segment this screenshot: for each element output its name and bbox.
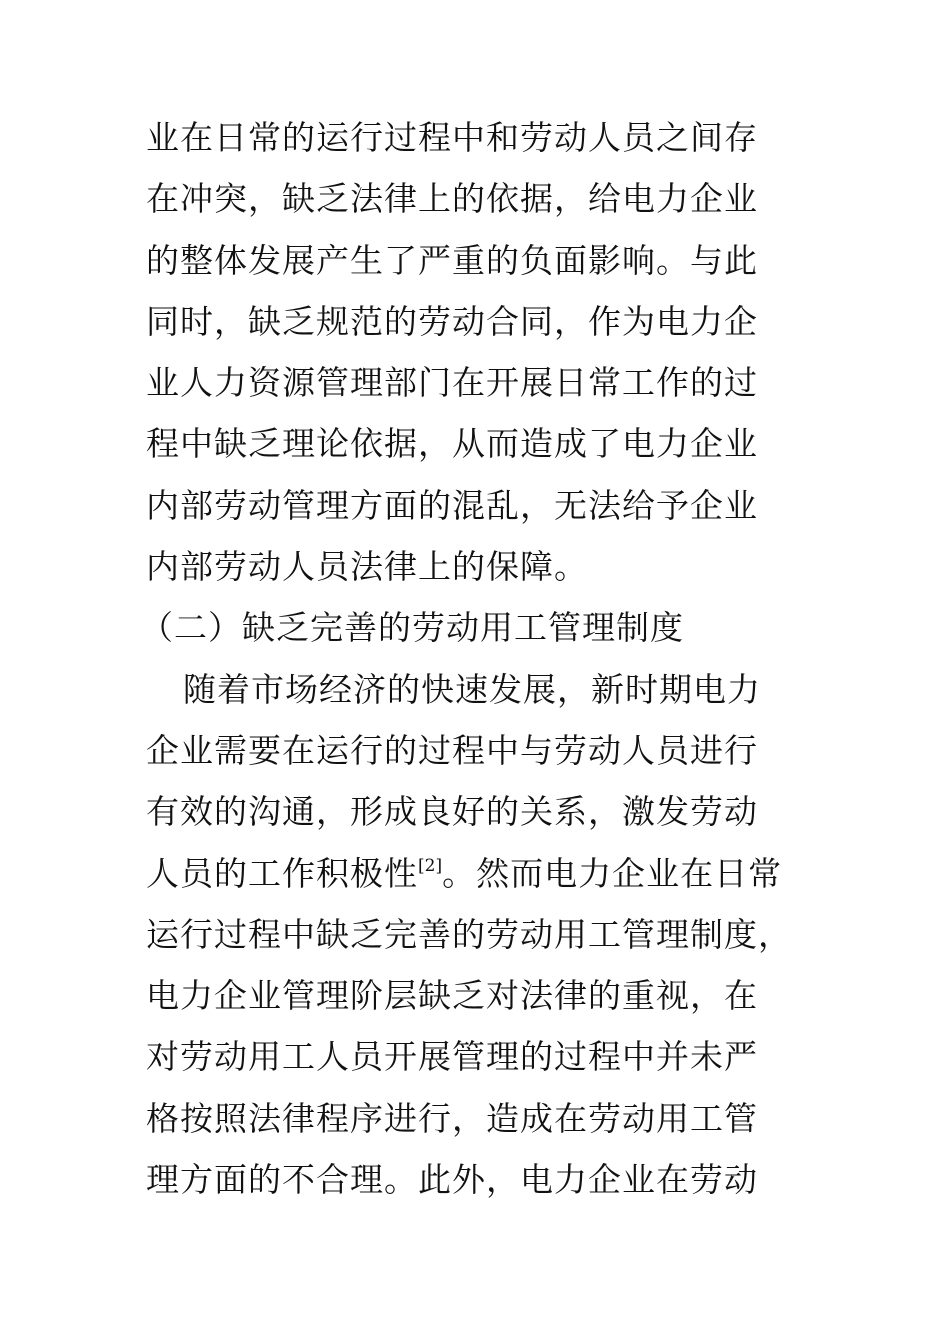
text-line: 企业需要在运行的过程中与劳动人员进行	[146, 730, 758, 770]
text-line: 在冲突，缺乏法律上的依据，给电力企业	[146, 179, 758, 219]
text-line: 的整体发展产生了严重的负面影响。与此	[146, 240, 758, 280]
body-text	[140, 107, 826, 1210]
text-line: 理方面的不合理。此外，电力企业在劳动	[146, 1160, 758, 1200]
text-line: 内部劳动人员法律上的保障。	[146, 547, 588, 587]
citation-reference: [2]	[418, 855, 443, 876]
text-line: 格按照法律程序进行，造成在劳动用工管	[146, 1098, 758, 1138]
text-line: 业人力资源管理部门在开展日常工作的过	[146, 363, 758, 403]
section-heading: （二）缺乏完善的劳动用工管理制度	[140, 608, 684, 648]
text-line: 对劳动用工人员开展管理的过程中并未严	[146, 1037, 758, 1077]
text-line: 程中缺乏理论依据，从而造成了电力企业	[146, 424, 758, 464]
text-line-with-citation	[146, 843, 826, 904]
text-line: 内部劳动管理方面的混乱，无法给予企业	[146, 485, 758, 525]
text-line: 电力企业管理阶层缺乏对法律的重视，在	[146, 976, 758, 1016]
text-line: 业在日常的运行过程中和劳动人员之间存	[146, 118, 758, 157]
text-line: 运行过程中缺乏完善的劳动用工管理制度，	[146, 914, 792, 954]
text-line: 同时，缺乏规范的劳动合同，作为电力企	[146, 301, 758, 341]
text-line: 随着市场经济的快速发展，新时期电力	[183, 669, 761, 709]
text-line: 有效的沟通，形成良好的关系，激发劳动	[146, 792, 758, 832]
citation-line-end: 。然而电力企业在日常	[442, 853, 783, 893]
citation-line-start: 人员的工作积极性	[146, 853, 418, 893]
